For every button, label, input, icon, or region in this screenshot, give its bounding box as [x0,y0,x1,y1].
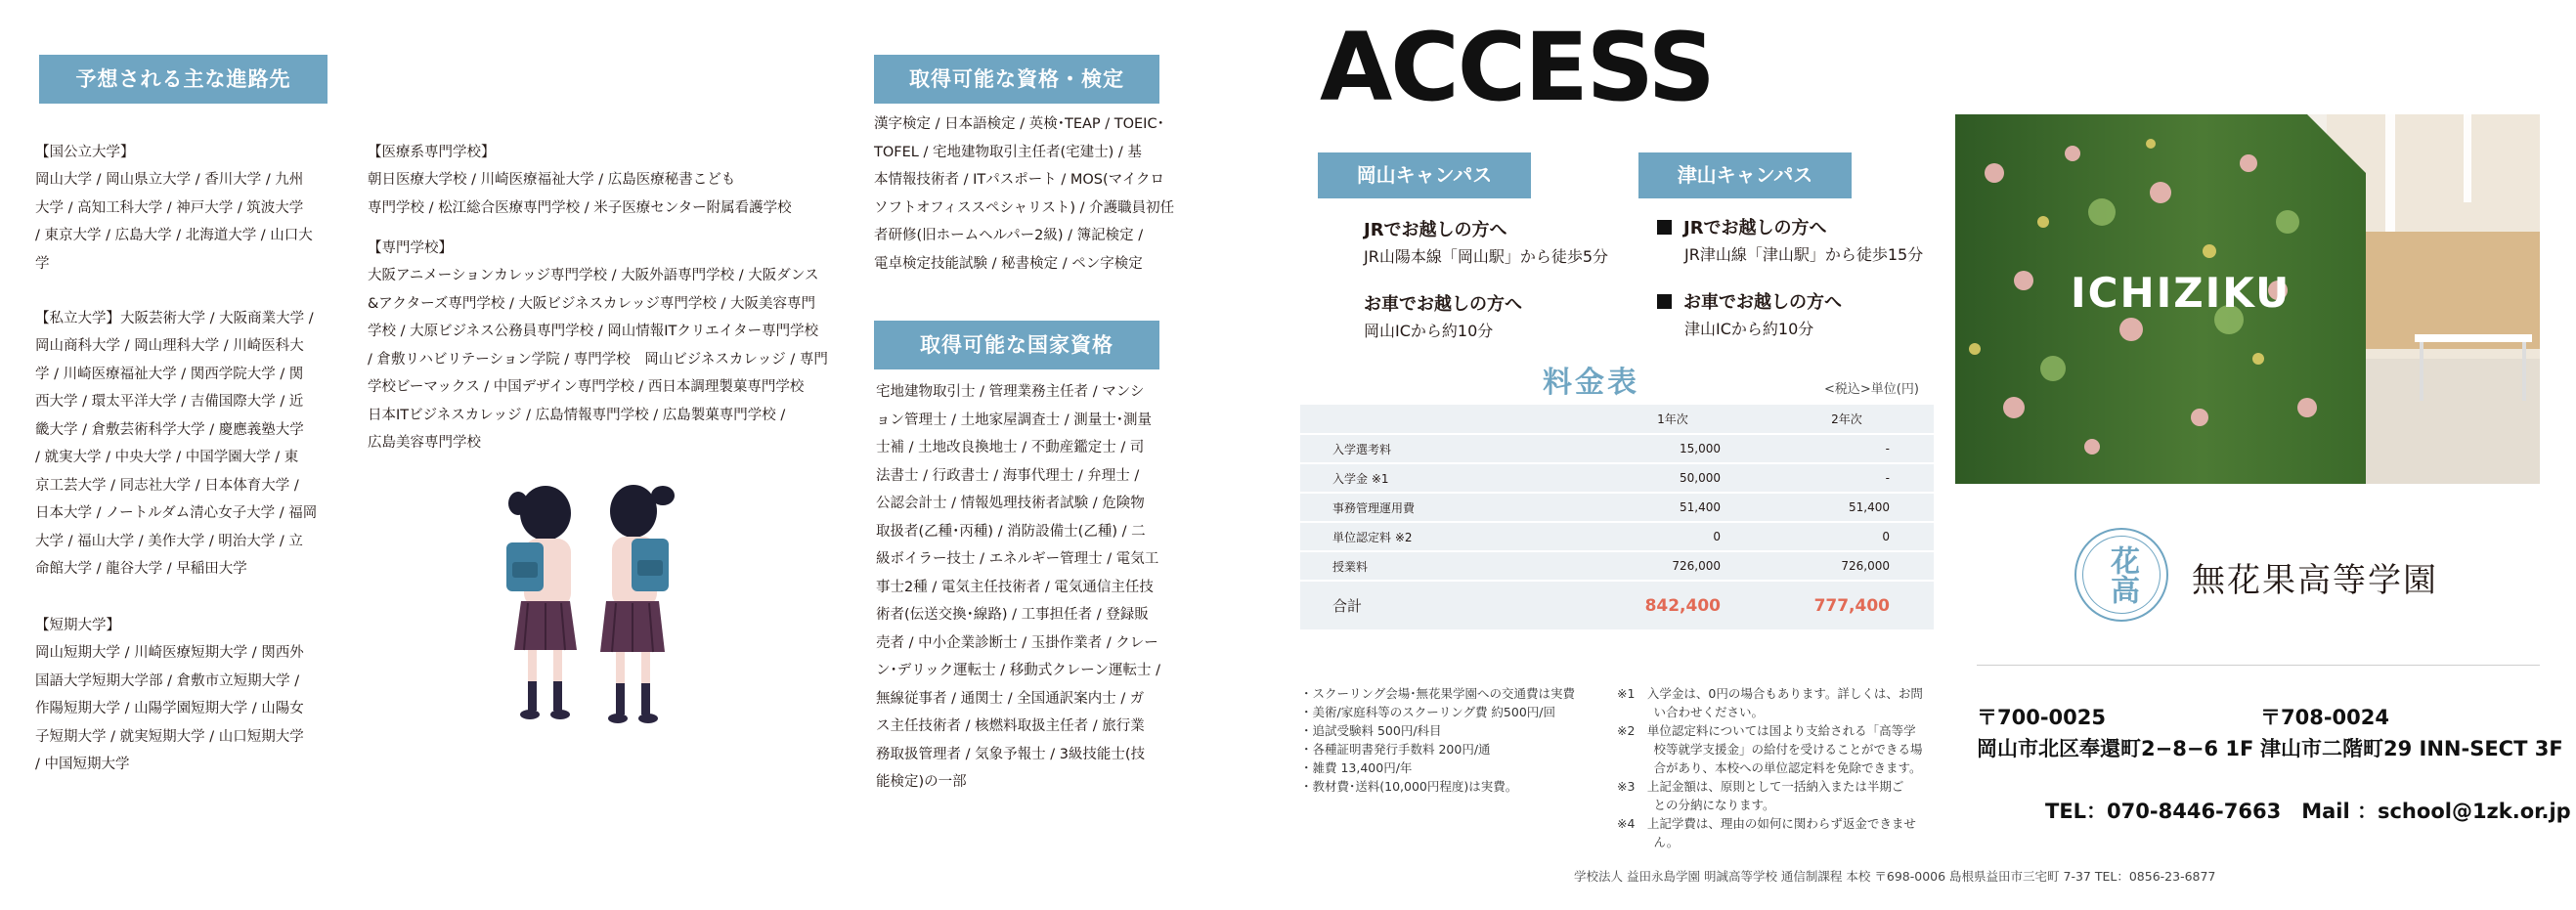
okayama-jr-body: JR山陽本線「岡山駅」から徒歩5分 [1364,247,1609,266]
square-bullet-icon [1657,294,1672,309]
okayama-car-heading: お車でお越しの方へ [1364,294,1522,315]
fee-label: 授業料 [1300,551,1586,581]
okayama-zip: 〒700-0025 [1977,706,2106,729]
tsuyama-route [1657,215,1950,342]
okayama-car-body: 岡山ICから約10分 [1364,322,1494,340]
campus-photo [1955,114,2540,484]
photo-sign-text: ICHIZIKU [2071,269,2292,317]
students-illustration [467,474,721,743]
contact-info: TEL：070-8446-7663 Mail ：school@1zk.or.jp [2045,800,2571,823]
school-seal-text: 花高 [2082,536,2161,614]
tsuyama-zip: 〒708-0024 [2260,706,2389,729]
fee-year1-value: 51,400 [1586,493,1760,522]
student-right-figure [600,485,675,723]
tsuyama-jr-body: JR津山線「津山駅」から徒歩15分 [1684,245,1924,264]
medical-schools-list: 朝日医療大学校 / 川崎医療福祉大学 / 広島医療秘書こども 専門学校 / 松江総合医療専門学校 / 米子医療センター附属看護学校 [368,172,792,216]
fee-label: 単位認定料 ※2 [1300,522,1586,551]
tsuyama-campus-header: 津山キャンパス [1638,152,1852,198]
table-row [1300,551,1934,581]
fee-unit-note: <税込>単位(円) [1824,382,1919,397]
table-row [1300,493,1934,522]
fee-year2-value: 51,400 [1760,493,1934,522]
fee-year2-value: 0 [1760,522,1934,551]
fee-total-year1: 842,400 [1586,581,1760,629]
divider [1977,665,2540,666]
career-col1 [35,110,348,278]
junior-colleges-title: 【短期大学】 [35,617,120,633]
okayama-address [1977,702,2253,764]
footer-legal: 学校法人 益田永島学園 明誠高等学校 通信制課程 本校 〒698-0006 島根県益田市三宅町 7-37 TEL：0856-23-6877 [1574,869,2216,884]
fee-year2-value: - [1760,463,1934,493]
table-row [1300,434,1934,463]
fee-header-row [1300,405,1934,434]
fee-label: 事務管理運用費 [1300,493,1586,522]
okayama-route [1364,217,1657,344]
student-left-figure [506,486,577,719]
fee-year1-value: 726,000 [1586,551,1760,581]
fee-total-year2: 777,400 [1760,581,1934,629]
career-col2-medical [368,110,856,222]
vocational-schools-list: 大阪アニメーションカレッジ専門学校 / 大阪外語専門学校 / 大阪ダンス &アクターズ専門学校 / 大阪ビジネスカレッジ専門学校 / 大阪美容専門 学校 / 大原ビジネス公務員専門学校 / 岡山情報ITクリエイター専門学校 / 倉敷リハビリテーション学院 / 専門学校 岡山ビジネスカレッジ / 専門 学校ビーマックス / 中国デザイン専門学校 / 西日本調理製菓専門学校 日本ITビジネスカレッジ / 広島情報専門学校 / 広島製菓専門学校 / 広島美容専門学校 [368,268,828,451]
okayama-campus-header: 岡山キャンパス [1318,152,1531,198]
career-col1-junior [35,584,348,779]
national-universities-title: 【国公立大学】 [35,144,135,160]
okayama-street: 岡山市北区奉還町2−8−6 1F [1977,737,2254,760]
fee-year1-value: 0 [1586,522,1760,551]
vocational-schools-title: 【専門学校】 [368,239,453,256]
career-col1-private [35,277,348,584]
fee-notes-right: ※1 入学金は、0円の場合もあります。詳しくは、お問 い合わせください。 ※2 単位認定料については国より支給される「高等学 校等就学支援金」の給付を受けることができる場 合があり、本校への単位認定料を免除できます。 ※3 上記金額は、原則として一括納入または半期ご との分納になります。 ※4 上記学費は、理由の如何に関わらず返金できませ ん。 [1617,686,1923,849]
private-universities-title: 【私立大学】大阪芸術大学 / 大阪商業大学 / [35,310,314,326]
fee-label: 入学金 ※1 [1300,463,1586,493]
medical-schools-title: 【医療系専門学校】 [368,144,496,160]
qualifications-header: 取得可能な資格・検定 [874,55,1159,104]
tsuyama-jr-heading-row [1657,215,1950,241]
fee-notes-left: ・スクーリング会場･無花果学園への交通費は実費 ・美術/家庭科等のスクーリング費 約500円/回 ・追試受験料 500円/科目 ・各種証明書発行手数料 200円/通 ・雑費 13,400円/年 ・教材費･送料(10,000円程度)は実費。 [1300,686,1576,794]
fee-total-row [1300,581,1934,629]
fee-year2-value: 726,000 [1760,551,1934,581]
fee-total-label: 合計 [1300,581,1586,629]
career-col2-vocational [368,206,856,457]
private-universities-list: 岡山商科大学 / 岡山理科大学 / 川崎医科大 学 / 川崎医療福祉大学 / 関西学院大学 / 関 西大学 / 環太平洋大学 / 吉備国際大学 / 近 畿大学 / 倉敷芸術科学大学 / 慶應義塾大学 / 就実大学 / 中央大学 / 中国学園大学 / 東 京工芸大学 / 同志社大学 / 日本体育大学 / 日本大学 / ノートルダム清心女子大学 / 福岡 大学 / 福山大学 / 美作大学 / 明治大学 / 立 命館大学 / 龍谷大学 / 早稲田大学 [35,338,318,577]
tsuyama-address [2260,702,2563,764]
okayama-jr-heading: JRでお越しの方へ [1364,220,1507,240]
square-bullet-icon [1657,220,1672,235]
tsuyama-car-heading: お車でお越しの方へ [1683,292,1842,313]
table-row [1300,463,1934,493]
fee-label: 入学選考料 [1300,434,1586,463]
fee-year1-value: 15,000 [1586,434,1760,463]
national-qualifications-header: 取得可能な国家資格 [874,321,1159,369]
table-row [1300,522,1934,551]
tsuyama-car-heading-row [1657,289,1950,316]
school-logo [2074,528,2466,626]
school-seal [2074,528,2168,622]
junior-colleges-list: 岡山短期大学 / 川崎医療短期大学 / 関西外 国語大学短期大学部 / 倉敷市立短期大学 / 作陽短期大学 / 山陽学園短期大学 / 山陽女 子短期大学 / 就実短期大学 / 山口短期大学 / 中国短期大学 [35,645,304,772]
national-universities-list: 岡山大学 / 岡山県立大学 / 香川大学 / 九州 大学 / 高知工科大学 / 神戸大学 / 筑波大学 / 東京大学 / 広島大学 / 北海道大学 / 山口大 学 [35,172,313,272]
national-qualifications-list: 宅地建物取引士 / 管理業務主任者 / マンシ ョン管理士 / 土地家屋調査士 / 測量士･測量 士補 / 土地改良換地士 / 不動産鑑定士 / 司 法書士 / 行政書士 / 海事代理士 / 弁理士 / 公認会計士 / 情報処理技術者試験 / 危険物 取扱者(乙種･丙種) / 消防設備士(乙種) / 二 級ボイラー技士 / エネルギー管理士 / 電気工 事士2種 / 電気主任技術者 / 電気通信主任技 術者(伝送交換･線路) / 工事担任者 / 登録販 売者 / 中小企業診断士 / 玉掛作業者 / クレー ン･デリック運転士 / 移動式クレーン運転士 / 無線従事者 / 通関士 / 全国通訳案内士 / ガ ス主任技術者 / 核燃料取扱主任者 / 旅行業 務取扱管理者 / 気象予報士 / 3級技能士(技 能検定)の一部 [876,384,1160,790]
fee-year1-value: 50,000 [1586,463,1760,493]
tsuyama-jr-heading: JRでお越しの方へ [1683,218,1827,238]
fee-col-year2: 2年次 [1760,405,1934,434]
fee-col-year1: 1年次 [1586,405,1760,434]
school-name: 無花果高等学園 [2192,561,2438,600]
fee-year2-value: - [1760,434,1934,463]
access-title: ACCESS [1320,13,1714,122]
fee-table [1300,405,1934,629]
qualifications-list: 漢字検定 / 日本語検定 / 英検･TEAP / TOEIC･ TOFEL / 宅地建物取引主任者(宅建士) / 基 本情報技術者 / ITパスポート / MOS(マイクロ ソフトオフィススペシャリスト) / 介護職員初任 者研修(旧ホームヘルパー2級) / 簿記検定 / 電卓検定技能試験 / 秘書検定 / ペン字検定 [874,116,1175,272]
tsuyama-car-body: 津山ICから約10分 [1684,320,1814,338]
career-header: 予想される主な進路先 [39,55,327,104]
tsuyama-street: 津山市二階町29 INN-SECT 3F [2260,737,2563,760]
fee-table-title: 料金表 [1543,366,1639,400]
